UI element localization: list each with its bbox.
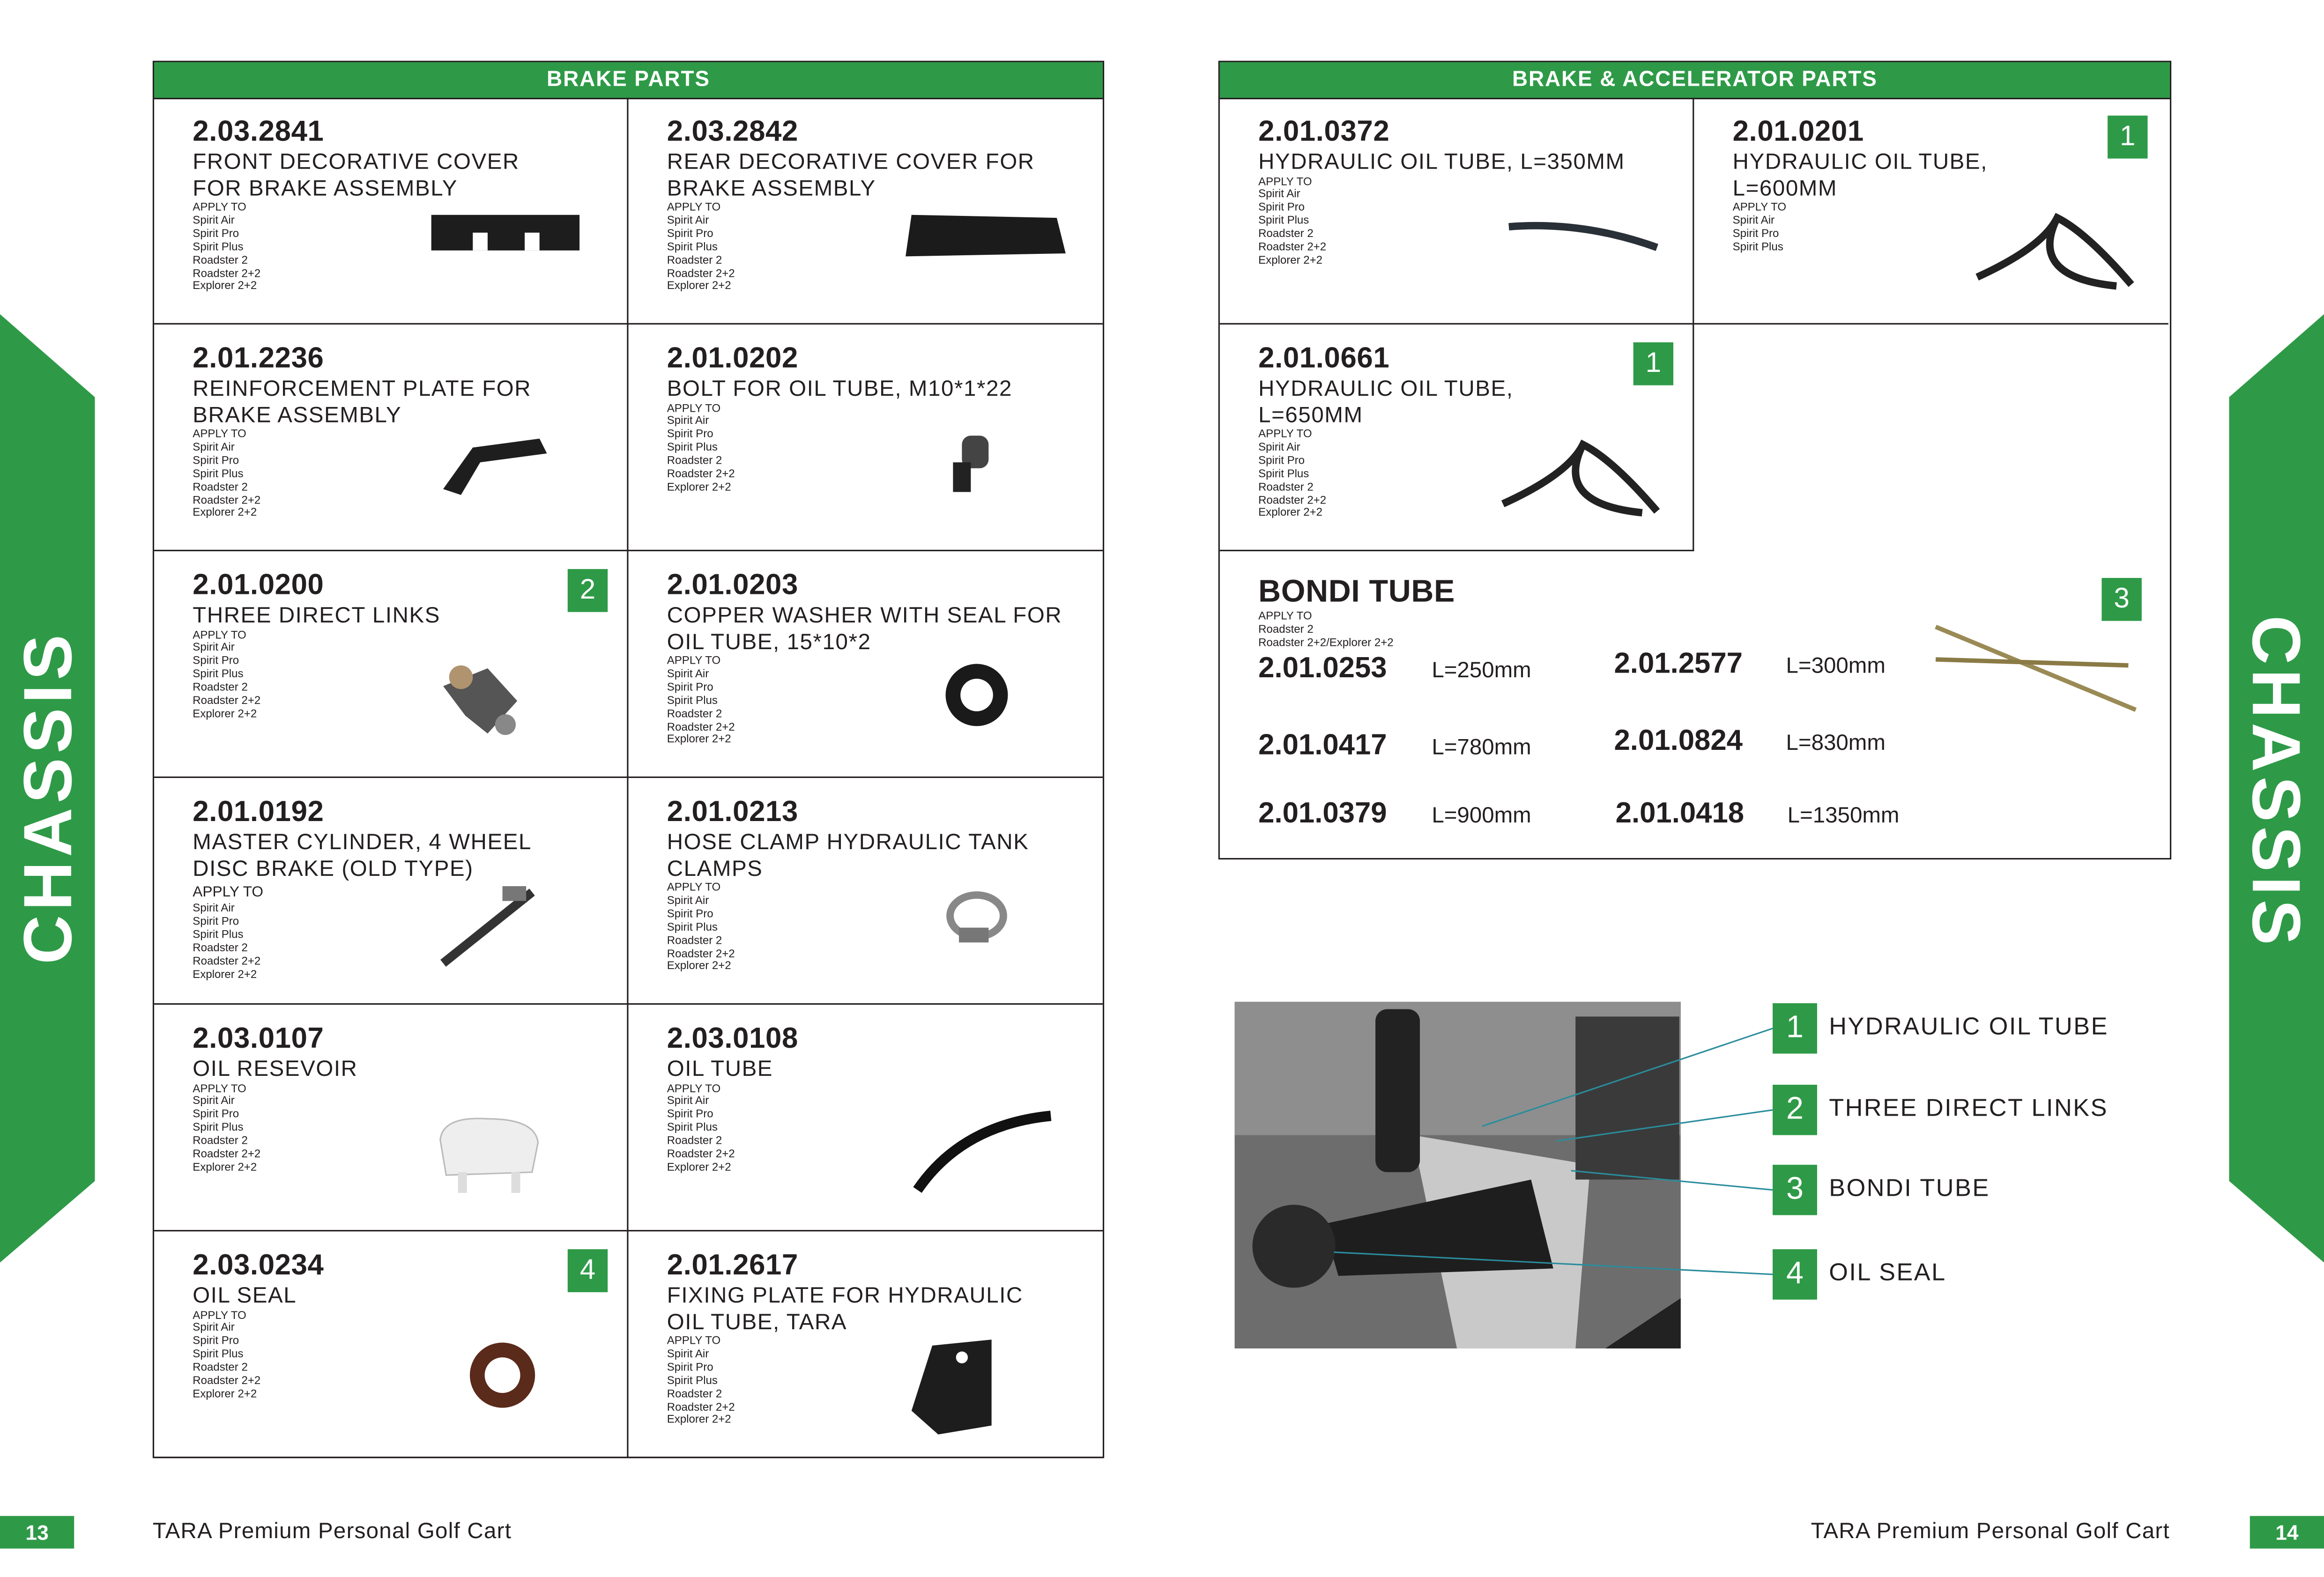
part-name-line: FIXING PLATE FOR HYDRAULIC — [667, 1283, 1023, 1309]
apply-model: Roadster 2+2 — [667, 1147, 735, 1161]
part-cell — [154, 551, 628, 778]
part-name-line: OIL TUBE — [667, 1056, 773, 1082]
part-image-clamp — [903, 883, 1081, 987]
apply-model: Spirit Pro — [1258, 453, 1305, 467]
apply-to-list — [193, 201, 260, 294]
apply-model: Roadster 2 — [667, 933, 722, 947]
apply-label: APPLY TO — [193, 627, 246, 641]
part-image-bolt — [903, 430, 1081, 533]
part-cell — [154, 98, 628, 325]
legend-label: THREE DIRECT LINKS — [1829, 1095, 2109, 1122]
part-image-tube — [903, 1110, 1081, 1214]
apply-to-list — [1258, 428, 1326, 520]
part-name — [1258, 150, 1625, 176]
apply-model: Explorer 2+2 — [193, 1387, 257, 1400]
part-cell — [628, 778, 1102, 1005]
apply-label: APPLY TO — [1732, 200, 1787, 214]
apply-model: Roadster 2 — [667, 706, 722, 720]
apply-model: Spirit Air — [1258, 440, 1300, 453]
apply-to-list — [667, 1335, 735, 1428]
part-image-seal — [428, 1337, 606, 1440]
bondi-length: L=300mm — [1786, 653, 1886, 679]
callout-badge: 3 — [2101, 578, 2141, 621]
part-name — [667, 1057, 773, 1082]
part-number: 2.01.0202 — [667, 342, 798, 375]
apply-model: Spirit Plus — [193, 1120, 244, 1134]
apply-model: Explorer 2+2 — [667, 733, 731, 746]
apply-model: Roadster 2+2 — [193, 954, 261, 967]
apply-model: Explorer 2+2 — [667, 959, 731, 973]
apply-model: Explorer 2+2 — [1258, 253, 1323, 267]
apply-model: Roadster 2+2 — [667, 466, 735, 481]
callout-badge: 4 — [568, 1249, 608, 1292]
apply-model: Spirit Air — [1258, 187, 1300, 201]
apply-model: Roadster 2 — [193, 479, 248, 493]
footer-title-left: TARA Premium Personal Golf Cart — [152, 1518, 512, 1544]
part-name — [193, 1283, 297, 1309]
bondi-code: 2.01.0418 — [1615, 797, 1745, 830]
apply-label: APPLY TO — [1258, 427, 1312, 440]
part-name-line: HYDRAULIC OIL TUBE, — [1258, 376, 1514, 402]
apply-model: Explorer 2+2 — [193, 279, 257, 293]
apply-to-list — [667, 402, 735, 495]
part-name — [193, 603, 440, 629]
apply-to-list — [667, 201, 735, 294]
apply-model: Explorer 2+2 — [193, 1160, 257, 1174]
apply-model: Spirit Plus — [667, 1120, 718, 1134]
apply-model: Spirit Plus — [193, 1347, 244, 1361]
apply-model: Spirit Air — [193, 1094, 235, 1108]
apply-model: Spirit Pro — [193, 914, 239, 928]
part-image-reservoir — [428, 1110, 606, 1214]
part-name — [193, 150, 520, 202]
part-name-line: FRONT DECORATIVE COVER — [193, 149, 520, 175]
apply-model: Roadster 2+2 — [193, 1374, 261, 1387]
part-name — [193, 1057, 357, 1082]
apply-model: Roadster 2+2/Explorer 2+2 — [1258, 635, 1394, 649]
apply-model: Explorer 2+2 — [667, 1413, 731, 1427]
apply-label: APPLY TO — [667, 1081, 721, 1095]
part-image-fixplate — [903, 1337, 1081, 1440]
apply-model: Roadster 2 — [667, 1386, 722, 1400]
footer-title-right: TARA Premium Personal Golf Cart — [1811, 1518, 2170, 1544]
apply-label: APPLY TO — [667, 200, 721, 214]
part-name — [1733, 150, 1988, 202]
apply-label: APPLY TO — [667, 653, 721, 667]
bondi-apply — [1258, 611, 1394, 651]
page-number-left: 13 — [0, 1516, 74, 1549]
part-number: 2.01.0213 — [667, 796, 798, 829]
apply-model: Spirit Pro — [667, 1107, 713, 1121]
apply-model: Explorer 2+2 — [667, 1160, 731, 1174]
apply-to-list — [1733, 201, 1786, 254]
apply-model: Roadster 2 — [193, 252, 248, 267]
apply-model: Roadster 2 — [193, 1133, 248, 1148]
apply-model: Spirit Pro — [667, 427, 713, 441]
part-number: 2.01.0661 — [1258, 342, 1390, 375]
part-number: 2.03.2841 — [193, 115, 324, 148]
legend-badge: 3 — [1773, 1165, 1817, 1215]
apply-to-list — [193, 885, 263, 982]
apply-model: Spirit Plus — [193, 667, 244, 681]
part-name-line: DISC BRAKE (OLD TYPE) — [193, 856, 474, 881]
bondi-code: 2.01.2577 — [1614, 647, 1743, 681]
apply-model: Spirit Plus — [667, 919, 718, 933]
apply-model: Roadster 2+2 — [193, 1147, 261, 1161]
apply-model: Roadster 2 — [193, 940, 248, 954]
apply-model: Spirit Air — [667, 213, 709, 227]
apply-model: Roadster 2+2 — [667, 266, 735, 280]
apply-model: Spirit Plus — [667, 693, 718, 707]
legend-badge: 1 — [1773, 1003, 1817, 1054]
part-name-line: BRAKE ASSEMBLY — [667, 175, 876, 201]
apply-label: APPLY TO — [193, 884, 263, 901]
apply-model: Roadster 2 — [1258, 479, 1314, 493]
part-name-line: MASTER CYLINDER, 4 WHEEL — [193, 829, 532, 855]
apply-model: Spirit Pro — [667, 1360, 713, 1374]
side-tab-label-right: CHASSIS — [2238, 615, 2316, 950]
part-image-cylinder — [428, 883, 606, 987]
part-cell — [628, 551, 1102, 778]
part-name — [667, 1283, 1023, 1335]
part-name — [193, 830, 532, 882]
bondi-tube-image — [1928, 615, 2143, 722]
part-number: 2.03.0234 — [193, 1249, 324, 1282]
apply-to-list — [667, 655, 735, 747]
apply-label: APPLY TO — [193, 1081, 246, 1095]
part-name — [667, 150, 1035, 202]
apply-model: Spirit Plus — [193, 927, 244, 941]
part-image-hose-straight — [1494, 203, 1672, 306]
legend-label: OIL SEAL — [1829, 1259, 1946, 1287]
apply-label: APPLY TO — [667, 880, 721, 894]
apply-model: Roadster 2+2 — [1258, 493, 1327, 506]
apply-model: Roadster 2 — [667, 252, 722, 267]
part-name-line: HYDRAULIC OIL TUBE, L=350MM — [1258, 149, 1625, 175]
part-name-line: REINFORCEMENT PLATE FOR — [193, 376, 532, 402]
apply-model: Spirit Plus — [667, 440, 718, 454]
legend-badge: 2 — [1773, 1085, 1817, 1135]
apply-model: Spirit Pro — [667, 226, 713, 240]
part-cell — [1220, 325, 1694, 551]
apply-model: Explorer 2+2 — [667, 480, 731, 494]
apply-model: Explorer 2+2 — [1258, 506, 1323, 519]
apply-model: Spirit Air — [193, 1321, 235, 1334]
apply-model: Roadster 2 — [667, 1133, 722, 1148]
part-name-line: OIL RESEVOIR — [193, 1056, 358, 1082]
part-image-cover-plate — [428, 203, 606, 306]
apply-model: Spirit Air — [193, 641, 235, 654]
apply-model: Roadster 2 — [1258, 622, 1314, 636]
part-name-line: CLAMPS — [667, 856, 763, 881]
apply-model: Roadster 2+2 — [667, 719, 735, 733]
apply-to-list — [193, 428, 260, 520]
apply-model: Spirit Plus — [1732, 239, 1783, 253]
apply-to-list — [1258, 176, 1326, 268]
part-number: 2.01.0203 — [667, 569, 798, 602]
apply-model: Roadster 2+2 — [193, 266, 261, 280]
apply-model: Roadster 2+2 — [1258, 240, 1327, 254]
part-cell — [154, 1005, 628, 1231]
part-cell — [628, 98, 1102, 325]
part-name-line: HOSE CLAMP HYDRAULIC TANK — [667, 829, 1029, 855]
apply-model: Explorer 2+2 — [193, 506, 257, 519]
apply-model: Spirit Air — [667, 414, 709, 428]
part-name-line: L=650MM — [1258, 402, 1363, 428]
apply-model: Roadster 2 — [193, 680, 248, 694]
apply-model: Spirit Pro — [193, 1334, 239, 1347]
part-image-hose-loop — [1494, 430, 1672, 533]
page-number-right: 14 — [2250, 1516, 2324, 1549]
apply-model: Spirit Plus — [1258, 214, 1309, 227]
apply-label: APPLY TO — [193, 1308, 246, 1321]
part-name — [667, 377, 1012, 402]
part-cell — [628, 1231, 1102, 1458]
apply-to-list — [667, 882, 735, 974]
apply-model: Roadster 2 — [1258, 227, 1314, 240]
bondi-length: L=830mm — [1786, 730, 1886, 756]
part-number: 2.01.2236 — [193, 342, 324, 375]
apply-model: Spirit Air — [193, 213, 235, 227]
apply-model: Spirit Plus — [1258, 466, 1309, 480]
apply-label: APPLY TO — [1258, 174, 1312, 188]
part-cell — [1694, 98, 2168, 325]
apply-to-list — [193, 629, 260, 721]
apply-model: Spirit Air — [667, 1347, 709, 1361]
apply-to-list — [193, 1082, 260, 1175]
apply-model: Spirit Pro — [193, 1107, 239, 1121]
part-number: 2.03.2842 — [667, 115, 798, 148]
apply-model: Spirit Pro — [193, 226, 239, 240]
part-image-cover-block — [903, 203, 1081, 306]
part-image-bracket — [428, 430, 606, 533]
part-name — [667, 603, 1062, 655]
apply-label: APPLY TO — [667, 400, 721, 415]
apply-model: Roadster 2 — [193, 1360, 248, 1374]
part-name-line: THREE DIRECT LINKS — [193, 603, 440, 629]
apply-model: Spirit Pro — [193, 453, 239, 467]
part-cell — [154, 1231, 628, 1458]
legend-label: HYDRAULIC OIL TUBE — [1829, 1014, 2109, 1041]
table-header: BRAKE & ACCELERATOR PARTS — [1220, 62, 2170, 99]
bondi-title: BONDI TUBE — [1258, 575, 1455, 609]
part-number: 2.03.0108 — [667, 1022, 798, 1055]
bondi-length: L=250mm — [1432, 658, 1531, 683]
part-cell — [154, 325, 628, 551]
apply-model: Spirit Air — [667, 666, 709, 680]
bondi-code: 2.01.0379 — [1258, 797, 1387, 830]
part-number: 2.03.0107 — [193, 1022, 324, 1055]
bondi-tube-cell — [1220, 550, 2168, 858]
legend-badge: 4 — [1773, 1249, 1817, 1300]
apply-model: Explorer 2+2 — [667, 279, 731, 293]
apply-to-list — [667, 1082, 735, 1175]
apply-model: Roadster 2+2 — [667, 946, 735, 960]
apply-label: APPLY TO — [193, 427, 246, 440]
apply-model: Spirit Pro — [1732, 226, 1779, 240]
apply-model: Roadster 2+2 — [193, 693, 261, 707]
apply-model: Spirit Pro — [667, 906, 713, 920]
apply-model: Roadster 2+2 — [667, 1399, 735, 1413]
callout-badge: 1 — [1633, 342, 1673, 385]
part-name-line: BRAKE ASSEMBLY — [193, 402, 402, 428]
part-name — [667, 830, 1029, 882]
brake-accelerator-parts-table — [1218, 61, 2171, 859]
part-name-line: COPPER WASHER WITH SEAL FOR — [667, 603, 1062, 629]
part-name-line: L=600MM — [1732, 175, 1838, 201]
apply-model: Explorer 2+2 — [193, 706, 257, 720]
part-number: 2.01.0200 — [193, 569, 324, 602]
apply-model: Roadster 2 — [667, 453, 722, 467]
apply-label: APPLY TO — [667, 1333, 721, 1347]
apply-model: Spirit Air — [193, 440, 235, 453]
bondi-length: L=1350mm — [1787, 803, 1900, 829]
table-header: BRAKE PARTS — [154, 62, 1103, 99]
part-name-line: OIL SEAL — [193, 1283, 297, 1309]
part-name-line: HYDRAULIC OIL TUBE, — [1732, 149, 1988, 175]
apply-model: Spirit Plus — [193, 466, 244, 480]
apply-model: Spirit Air — [667, 1094, 709, 1108]
part-image-washer — [903, 657, 1081, 760]
callout-badge: 1 — [2108, 116, 2147, 159]
apply-model: Spirit Pro — [667, 680, 713, 694]
part-name-line: REAR DECORATIVE COVER FOR — [667, 149, 1035, 175]
part-cell — [1220, 98, 1694, 325]
part-number: 2.01.2617 — [667, 1249, 798, 1282]
apply-label: APPLY TO — [1258, 609, 1312, 622]
apply-model: Roadster 2+2 — [193, 493, 261, 506]
part-image-tee — [428, 657, 606, 760]
apply-model: Spirit Pro — [193, 654, 239, 667]
apply-model: Spirit Air — [1732, 213, 1775, 227]
bondi-code: 2.01.0824 — [1614, 725, 1743, 757]
part-cell — [154, 778, 628, 1005]
part-cell — [628, 325, 1102, 551]
bondi-code: 2.01.0253 — [1258, 652, 1387, 685]
callout-badge: 2 — [568, 569, 608, 612]
apply-model: Spirit Pro — [1258, 200, 1305, 214]
brake-parts-table — [153, 61, 1104, 1459]
callout-leader-lines — [1334, 1007, 1779, 1304]
apply-model: Spirit Air — [193, 901, 235, 915]
apply-to-list — [193, 1309, 260, 1401]
apply-model: Spirit Plus — [667, 239, 718, 253]
part-number: 2.01.0201 — [1732, 115, 1864, 148]
bondi-length: L=780mm — [1432, 735, 1531, 761]
part-name — [193, 377, 531, 429]
side-tab-label-left: CHASSIS — [8, 630, 86, 964]
part-name — [1258, 377, 1513, 429]
part-name-line: OIL TUBE, 15*10*2 — [667, 629, 871, 654]
part-number: 2.01.0192 — [193, 796, 324, 829]
part-number: 2.01.0372 — [1258, 115, 1390, 148]
apply-label: APPLY TO — [193, 200, 246, 214]
part-name-line: OIL TUBE, TARA — [667, 1309, 847, 1335]
apply-model: Explorer 2+2 — [193, 967, 257, 981]
bondi-length: L=900mm — [1432, 803, 1531, 829]
bondi-code: 2.01.0417 — [1258, 729, 1387, 762]
apply-model: Spirit Plus — [667, 1373, 718, 1387]
part-name-line: BOLT FOR OIL TUBE, M10*1*22 — [667, 376, 1013, 402]
part-name-line: FOR BRAKE ASSEMBLY — [193, 175, 458, 201]
apply-model: Spirit Plus — [193, 239, 244, 253]
part-cell — [628, 1005, 1102, 1231]
apply-model: Spirit Air — [667, 893, 709, 907]
part-image-hose-loop — [1968, 203, 2146, 306]
legend-label: BONDI TUBE — [1829, 1175, 1990, 1202]
